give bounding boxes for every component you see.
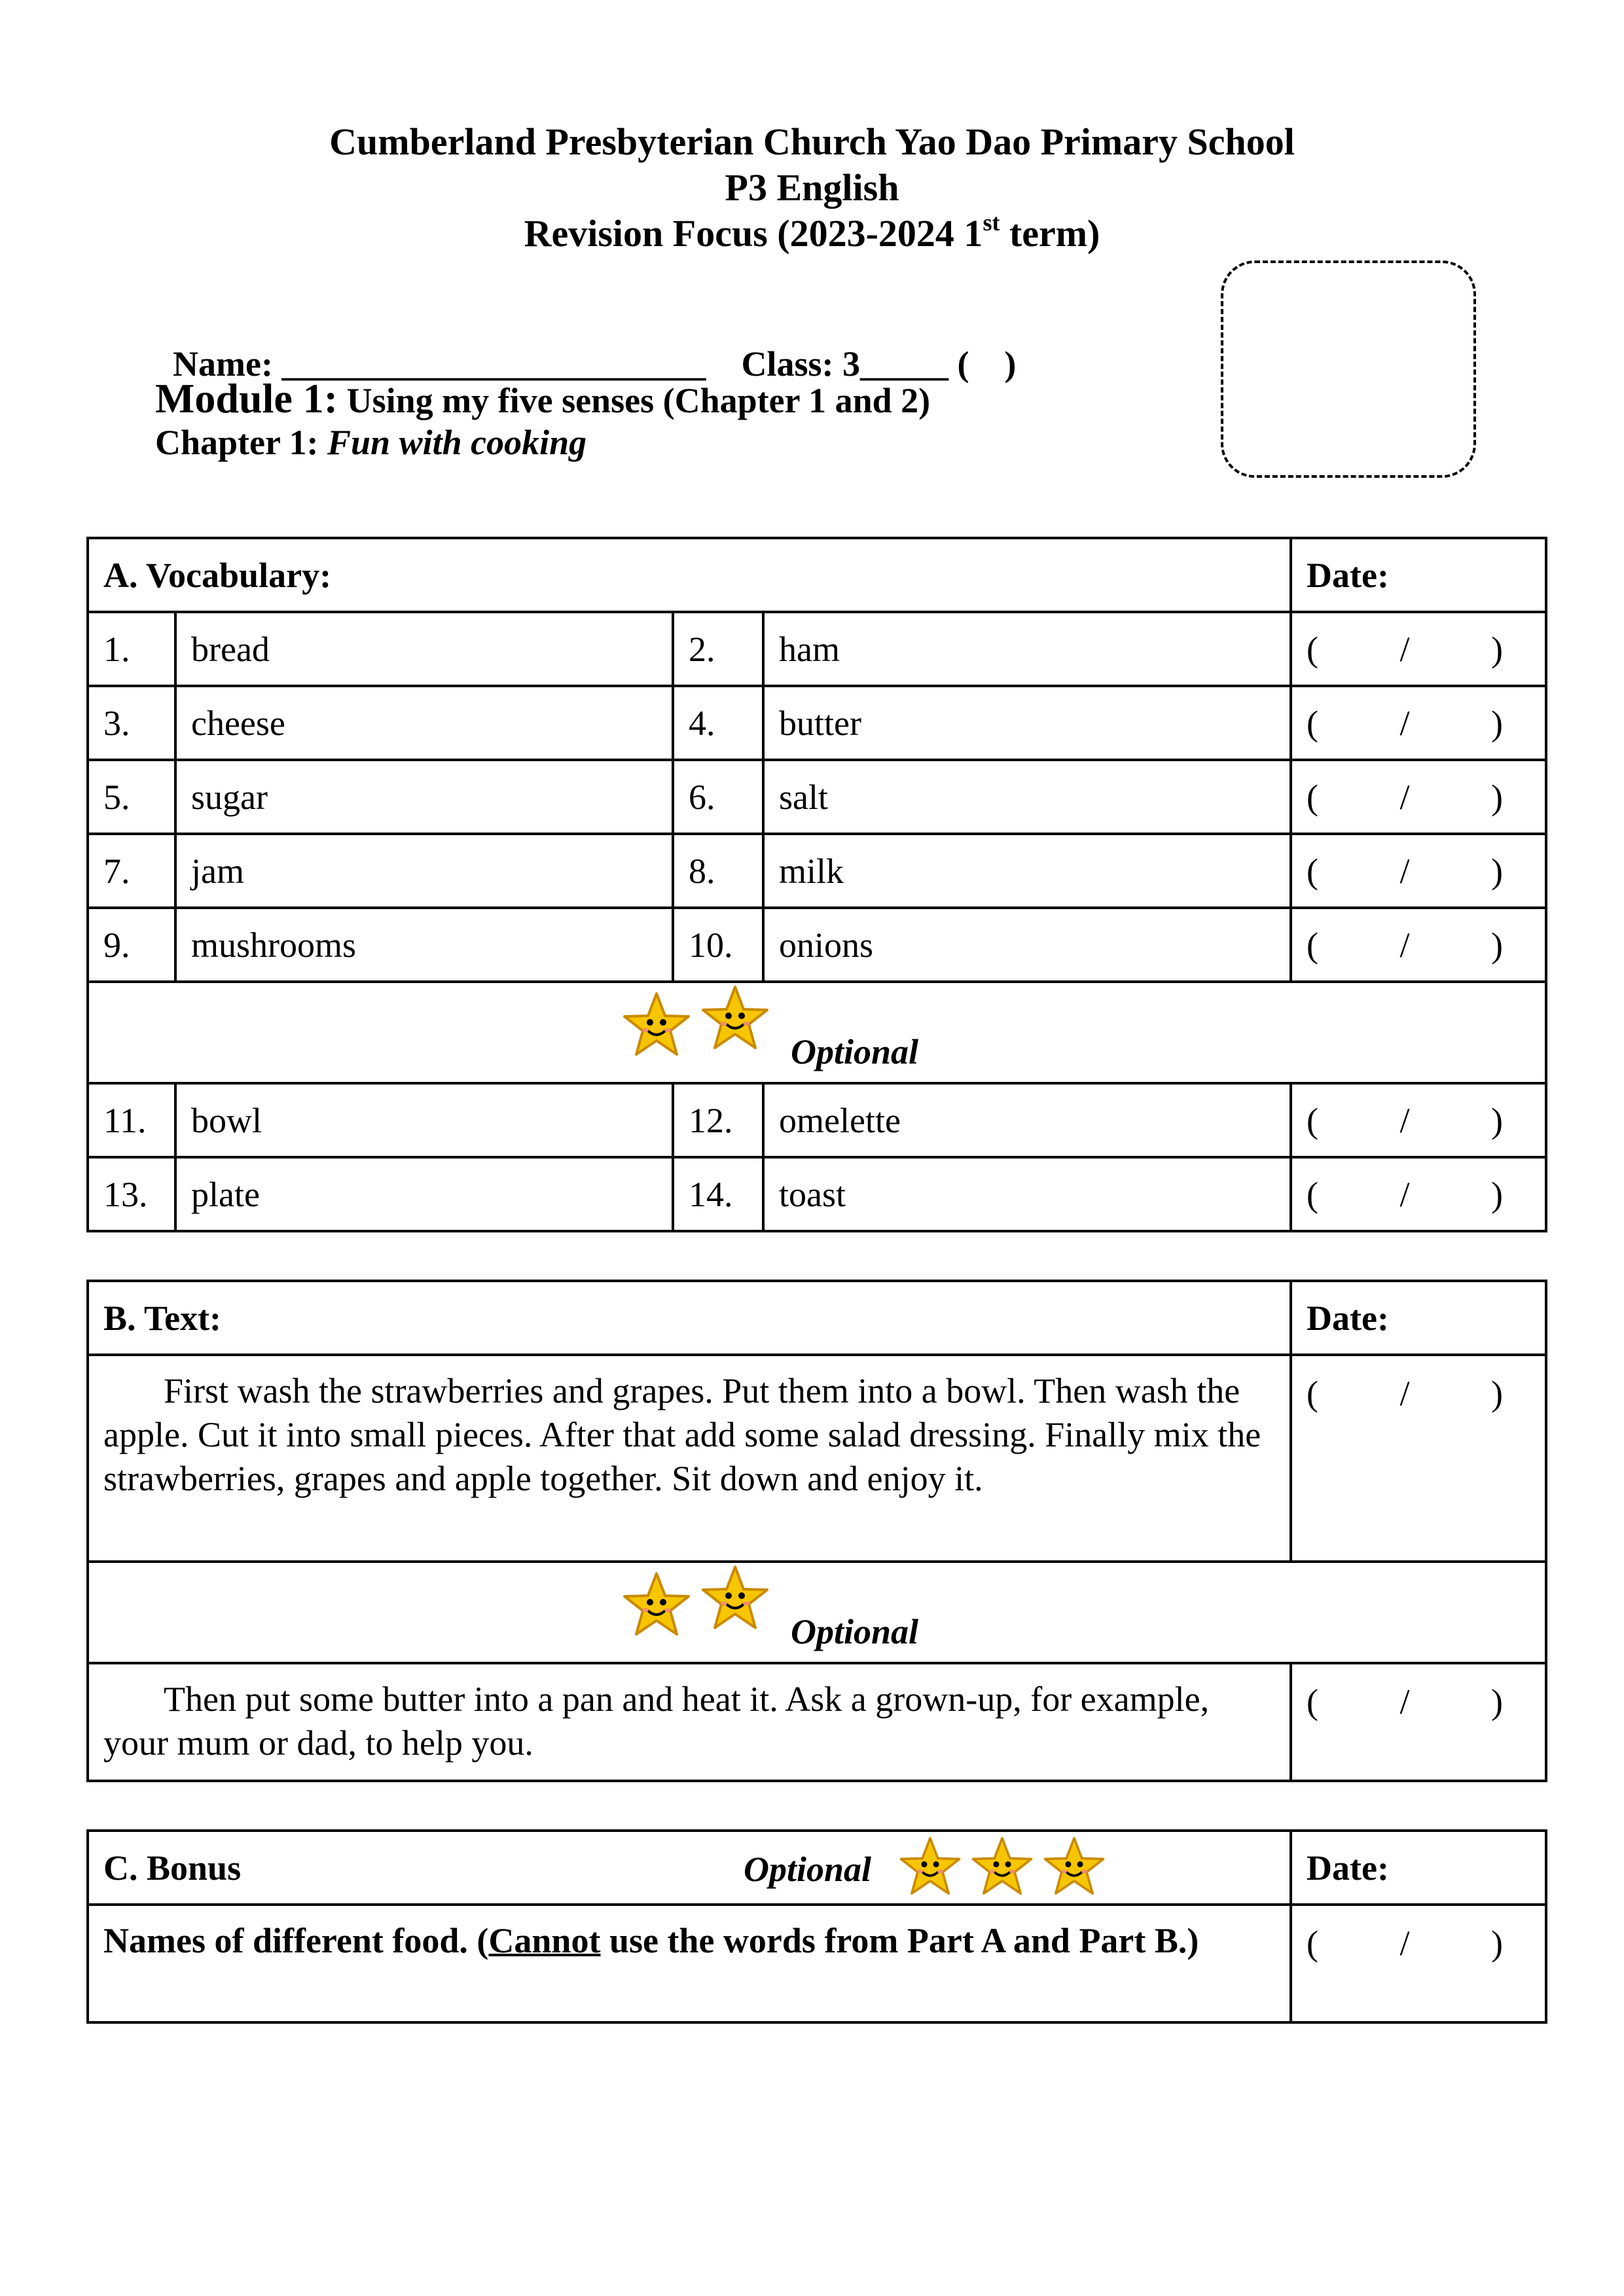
item-number: 2.	[673, 612, 763, 686]
bonus-instruction: Names of different food. (Cannot use the words from Part A and Part B.)	[88, 1905, 1291, 2022]
vocabulary-row	[88, 834, 1546, 908]
name-field[interactable]: Name: ________________________	[173, 344, 706, 384]
revision-prefix: Revision Focus (2023-2024 1	[524, 212, 983, 255]
date-blank[interactable]: ( / )	[1291, 1355, 1546, 1562]
bonus-header-cell	[88, 1831, 1291, 1905]
date-blank[interactable]: ( / )	[1291, 612, 1546, 686]
bonus-table	[86, 1829, 1547, 2024]
date-header: Date:	[1291, 1281, 1546, 1355]
school-name: Cumberland Presbyterian Church Yao Dao Primary School	[329, 120, 1295, 163]
revision-suffix: term)	[1000, 212, 1100, 255]
date-header: Date:	[1291, 538, 1546, 612]
item-number: 9.	[88, 908, 175, 982]
optional-label: Optional	[791, 1032, 919, 1071]
vocabulary-row	[88, 1083, 1546, 1157]
vocab-word: salt	[763, 760, 1291, 834]
vocab-word: butter	[763, 686, 1291, 760]
star-icon	[969, 1835, 1035, 1900]
star-icon	[621, 990, 693, 1062]
date-blank[interactable]: ( / )	[1291, 1157, 1546, 1231]
item-number: 7.	[88, 834, 175, 908]
text-paragraph: First wash the strawberries and grapes. Put them into a bowl. Then wash the apple. Cut it into small pieces. After that add some salad dressing. Finally mix the strawberries, grapes and apple together. Sit down and enjoy it.	[88, 1355, 1291, 1562]
vocab-word: mushrooms	[175, 908, 673, 982]
star-icon	[699, 1563, 771, 1635]
item-number: 1.	[88, 612, 175, 686]
date-blank[interactable]: ( / )	[1291, 686, 1546, 760]
vocab-word: ham	[763, 612, 1291, 686]
class-field[interactable]: Class: 3_____ ( )	[741, 344, 1017, 384]
optional-divider-row	[88, 982, 1546, 1083]
optional-divider	[88, 982, 1546, 1083]
item-number: 13.	[88, 1157, 175, 1231]
vocab-word: milk	[763, 834, 1291, 908]
optional-divider-row	[88, 1562, 1546, 1663]
vocab-word: cheese	[175, 686, 673, 760]
text-heading: B. Text:	[88, 1281, 1291, 1355]
optional-divider	[88, 1562, 1546, 1663]
item-number: 12.	[673, 1083, 763, 1157]
optional-label: Optional	[791, 1612, 919, 1651]
vocabulary-row	[88, 686, 1546, 760]
vocab-word: sugar	[175, 760, 673, 834]
optional-label: Optional	[744, 1850, 872, 1889]
date-blank[interactable]: ( / )	[1291, 908, 1546, 982]
student-info-row	[155, 303, 1016, 384]
sticker-box	[1221, 260, 1476, 478]
chapter-heading	[155, 422, 586, 463]
item-number: 10.	[673, 908, 763, 982]
date-header: Date:	[1291, 1831, 1546, 1905]
module-heading	[155, 374, 930, 423]
bonus-instruction-row	[88, 1905, 1546, 2022]
bonus-heading: C. Bonus	[103, 1848, 242, 1888]
optional-paragraph: Then put some butter into a pan and heat it. Ask a grown-up, for example, your mum or dad, to help you.	[88, 1663, 1291, 1781]
vocabulary-row	[88, 760, 1546, 834]
vocab-word: bread	[175, 612, 673, 686]
module-prefix: Module 1:	[155, 375, 338, 422]
revision-sup: st	[983, 209, 1000, 236]
star-icon	[699, 983, 771, 1055]
item-number: 5.	[88, 760, 175, 834]
date-blank[interactable]: ( / )	[1291, 1905, 1546, 2022]
vocab-word: bowl	[175, 1083, 673, 1157]
vocabulary-row	[88, 612, 1546, 686]
vocab-word: jam	[175, 834, 673, 908]
item-number: 3.	[88, 686, 175, 760]
item-number: 8.	[673, 834, 763, 908]
cannot-emphasis: Cannot	[488, 1921, 601, 1960]
chapter-title: Fun with cooking	[327, 423, 587, 462]
subject-title: P3 English	[725, 166, 899, 209]
vocabulary-row	[88, 908, 1546, 982]
vocabulary-table	[86, 537, 1547, 1232]
module-title: Using my five senses (Chapter 1 and 2)	[338, 381, 931, 420]
date-blank[interactable]: ( / )	[1291, 760, 1546, 834]
bonus-header-row	[88, 1831, 1546, 1905]
vocabulary-header-row	[88, 538, 1546, 612]
text-table	[86, 1280, 1547, 1782]
item-number: 6.	[673, 760, 763, 834]
text-paragraph-row	[88, 1355, 1546, 1562]
text-header-row	[88, 1281, 1546, 1355]
vocabulary-heading: A. Vocabulary:	[88, 538, 1291, 612]
vocab-word: plate	[175, 1157, 673, 1231]
date-blank[interactable]: ( / )	[1291, 1663, 1546, 1781]
vocab-word: omelette	[763, 1083, 1291, 1157]
date-blank[interactable]: ( / )	[1291, 1083, 1546, 1157]
revision-title	[0, 211, 1624, 257]
star-icon	[1041, 1835, 1107, 1900]
vocabulary-row	[88, 1157, 1546, 1231]
optional-paragraph-row	[88, 1663, 1546, 1781]
item-number: 4.	[673, 686, 763, 760]
item-number: 14.	[673, 1157, 763, 1231]
vocab-word: onions	[763, 908, 1291, 982]
item-number: 11.	[88, 1083, 175, 1157]
chapter-prefix: Chapter 1:	[155, 423, 327, 462]
star-icon	[621, 1570, 693, 1641]
star-icon	[897, 1835, 963, 1900]
vocab-word: toast	[763, 1157, 1291, 1231]
date-blank[interactable]: ( / )	[1291, 834, 1546, 908]
